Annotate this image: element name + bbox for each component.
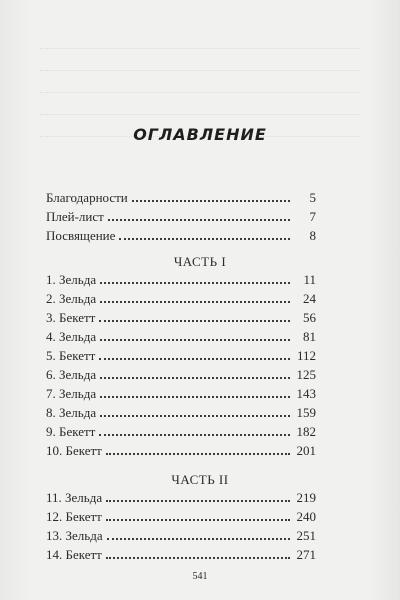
entry-label: 1. Зельда — [46, 272, 97, 287]
entry-page: 201 — [296, 443, 316, 458]
dot-leader — [132, 200, 290, 202]
entry-label: Благодарности — [46, 190, 128, 205]
entry-page: 24 — [303, 291, 316, 306]
toc-entry — [46, 386, 316, 406]
dot-leader — [100, 396, 290, 398]
entry-label: Посвящение — [46, 228, 116, 243]
dot-leader — [106, 500, 290, 502]
entry-label: 6. Зельда — [46, 367, 97, 382]
toc-entry — [46, 190, 316, 210]
dot-leader — [100, 282, 290, 284]
dot-leader — [106, 453, 290, 455]
entry-label: 2. Зельда — [46, 291, 97, 306]
entry-page: 251 — [296, 528, 316, 543]
entry-page: 125 — [296, 367, 316, 382]
page-number: 541 — [192, 571, 208, 582]
dot-leader — [100, 301, 290, 303]
toc-entry — [46, 209, 316, 229]
entry-page: 8 — [309, 228, 316, 243]
entry-label: 4. Зельда — [46, 329, 97, 344]
entry-label: Плей-лист — [46, 209, 104, 224]
entry-label: 10. Бекетт — [46, 443, 102, 458]
toc-title: ОГЛАВЛЕНИЕ — [133, 125, 267, 144]
toc-entry — [46, 528, 316, 548]
entry-page: 11 — [303, 272, 316, 287]
toc-entry — [46, 310, 316, 330]
entry-page: 143 — [296, 386, 316, 401]
toc-entry — [46, 228, 316, 248]
entry-page: 159 — [296, 405, 316, 420]
dot-leader — [119, 238, 290, 240]
toc-entry — [46, 405, 316, 425]
dot-leader — [106, 557, 290, 559]
entry-page: 81 — [303, 329, 316, 344]
part-2-title: ЧАСТЬ II — [171, 472, 229, 487]
entry-label: 3. Бекетт — [46, 310, 96, 325]
entry-page: 219 — [296, 490, 316, 505]
entry-page: 56 — [303, 310, 316, 325]
toc-entry — [46, 424, 316, 444]
dot-leader — [99, 320, 290, 322]
entry-label: 8. Зельда — [46, 405, 97, 420]
part-1-title: ЧАСТЬ I — [173, 254, 227, 269]
dot-leader — [106, 519, 290, 521]
toc-entry — [46, 329, 316, 349]
entry-page: 5 — [309, 190, 316, 205]
toc-entry — [46, 348, 316, 368]
dot-leader — [100, 339, 290, 341]
toc-entry — [46, 509, 316, 529]
entry-page: 182 — [296, 424, 316, 439]
toc-entry — [46, 367, 316, 387]
entry-page: 240 — [296, 509, 316, 524]
entry-label: 11. Зельда — [46, 490, 103, 505]
entry-label: 9. Бекетт — [46, 424, 96, 439]
entry-label: 14. Бекетт — [46, 547, 102, 562]
entry-label: 5. Бекетт — [46, 348, 96, 363]
entry-label: 12. Бекетт — [46, 509, 102, 524]
dot-leader — [108, 219, 290, 221]
dot-leader — [99, 358, 290, 360]
toc-entry — [46, 547, 316, 567]
entry-page: 7 — [309, 209, 316, 224]
dot-leader — [107, 538, 290, 540]
dot-leader — [100, 415, 290, 417]
entry-page: 112 — [296, 348, 316, 363]
dot-leader — [100, 377, 290, 379]
toc-entry — [46, 291, 316, 311]
entry-page: 271 — [296, 547, 316, 562]
show-through-text — [40, 30, 360, 140]
entry-label: 13. Зельда — [46, 528, 103, 543]
dot-leader — [99, 434, 290, 436]
toc-entry — [46, 443, 316, 463]
entry-label: 7. Зельда — [46, 386, 97, 401]
toc-entry — [46, 490, 316, 510]
toc-entry — [46, 272, 316, 292]
